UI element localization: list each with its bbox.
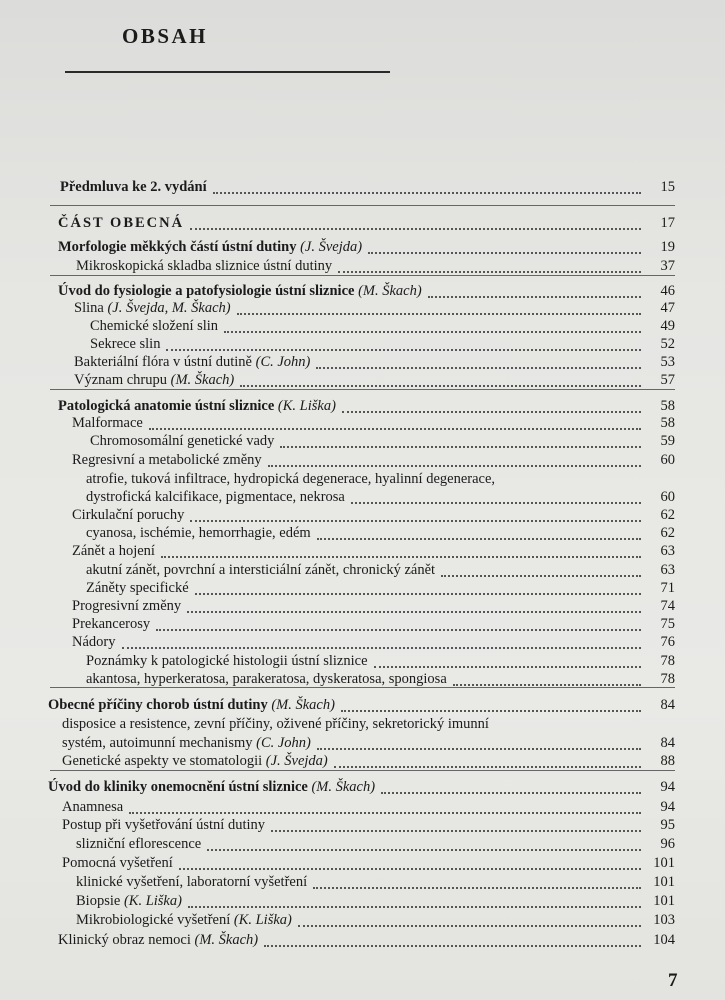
toc-entry-title (74, 298, 231, 318)
toc-entry-page: 84 (660, 697, 675, 713)
toc-entry (0, 431, 675, 451)
toc-entry-author: (K. Liška) (277, 398, 336, 414)
toc-entry-page: 62 (660, 507, 675, 523)
toc-entry (0, 930, 675, 950)
toc-entry (0, 413, 675, 433)
toc-entry-label: Regresivní a metabolické změny (72, 452, 262, 468)
dot-leader (129, 811, 641, 814)
toc-entry-page: 74 (660, 598, 675, 614)
toc-entry-page: 60 (660, 489, 675, 505)
dot-leader (187, 610, 641, 613)
toc-entry (0, 370, 675, 390)
toc-entry-page: 37 (660, 258, 675, 274)
toc-entry-label: Úvod do kliniky onemocnění ústní sliznice (48, 779, 308, 795)
toc-entry-label: Úvod do fysiologie a patofysiologie ústní sliznice (58, 283, 355, 299)
toc-entry-page: 15 (660, 179, 675, 195)
toc-entry-author: (C. John) (256, 735, 311, 751)
toc-entry-label: Malformace (72, 415, 143, 431)
toc-entry (0, 815, 675, 835)
dot-leader (341, 709, 641, 712)
toc-entry-page: 19 (660, 239, 675, 255)
toc-entry-page: 58 (660, 415, 675, 431)
toc-entry-author: (M. Škach) (271, 697, 335, 713)
toc-entry (0, 237, 675, 257)
toc-entry (0, 213, 675, 233)
toc-entry-label: Progresivní změny (72, 598, 182, 614)
toc-entry-page: 94 (660, 799, 675, 815)
dot-leader (280, 445, 641, 448)
toc-entry-author: (M. Škach) (170, 372, 235, 388)
toc-entry-page: 59 (660, 433, 675, 449)
toc-entry-page: 53 (660, 354, 675, 370)
toc-entry-page: 63 (660, 562, 675, 578)
toc-entry-label: Zánět a hojení (72, 543, 155, 559)
toc-entry-page: 17 (660, 215, 675, 231)
dot-leader (179, 867, 641, 870)
toc-entry-label: systém, autoimunní mechanismy (62, 735, 253, 751)
toc-entry-title (76, 834, 201, 854)
dot-leader (190, 227, 641, 230)
toc-entry-label: Slina (74, 300, 104, 316)
toc-entry (0, 714, 675, 734)
toc-entry-label: Biopsie (76, 893, 121, 909)
toc-entry (0, 632, 675, 652)
toc-entry (0, 505, 675, 525)
toc-entry-page: 104 (653, 932, 675, 948)
toc-entry-page: 49 (660, 318, 675, 334)
dot-leader (207, 848, 641, 851)
toc-entry-page: 52 (660, 336, 675, 352)
toc-entry-author: (J. Švejda) (300, 239, 363, 255)
toc-entry-page: 63 (660, 543, 675, 559)
toc-entry-label: Chemické složení slin (90, 318, 219, 334)
toc-entry-label: disposice a resistence, zevní příčiny, oživené příčiny, sekretorický imunní (62, 716, 489, 732)
toc-entry-label: cyanosa, ischémie, hemorrhagie, edém (86, 525, 311, 541)
dot-leader (271, 829, 641, 832)
toc-entry-label: Záněty specifické (86, 580, 189, 596)
toc-entry-label: Sekrece slin (90, 336, 161, 352)
dot-leader (213, 191, 641, 194)
toc-entry (0, 614, 675, 634)
toc-entry (0, 523, 675, 543)
toc-entry-label: klinické vyšetření, laboratorní vyšetření (76, 874, 308, 890)
toc-entry-title (90, 334, 160, 354)
toc-entry-label: dystrofická kalcifikace, pigmentace, nekrosa (86, 489, 345, 505)
toc-entry (0, 853, 675, 873)
toc-entry-label: Chromosomální genetické vady (90, 433, 275, 449)
dot-leader (161, 555, 641, 558)
toc-entry-label: Bakteriální flóra v ústní dutině (74, 354, 252, 370)
toc-entry-title (74, 370, 234, 390)
toc-entry-title (76, 910, 292, 930)
toc-entry (0, 695, 675, 715)
toc-entry-page: 75 (660, 616, 675, 632)
toc-entry-title (62, 815, 265, 835)
toc-entry-author: (M. Škach) (358, 283, 422, 299)
toc-entry-author: (K. Liška) (123, 893, 182, 909)
toc-entry-title (72, 632, 116, 652)
toc-entry-label: Předmluva ke 2. vydání (60, 179, 207, 195)
dot-leader (188, 905, 641, 908)
toc-entry-author: (M. Škach) (311, 779, 376, 795)
toc-entry-title (62, 733, 311, 753)
toc-entry-label: Pomocná vyšetření (62, 855, 173, 871)
dot-leader (264, 944, 641, 947)
toc-entry-page: 78 (660, 671, 675, 687)
toc-entry-label: Patologická anatomie ústní sliznice (58, 398, 275, 414)
dot-leader (149, 427, 641, 430)
dot-leader (240, 384, 641, 387)
toc-entry-title (58, 237, 362, 257)
toc-entry-title (72, 505, 184, 525)
toc-entry (0, 469, 675, 489)
toc-entry-page: 95 (660, 817, 675, 833)
toc-entry (0, 891, 675, 911)
toc-entry-label: Klinický obraz nemoci (58, 932, 191, 948)
dot-leader (453, 683, 641, 686)
toc-entry-author: (J. Švejda) (265, 753, 328, 769)
toc-entry (0, 797, 675, 817)
toc-entry-title (86, 651, 368, 671)
toc-entry-page: 76 (660, 634, 675, 650)
toc-entry-title (72, 596, 181, 616)
toc-entry-title (86, 469, 495, 489)
toc-entry-title (72, 450, 262, 470)
toc-entry-label: Anamnesa (62, 799, 124, 815)
toc-entry-page: 58 (660, 398, 675, 414)
toc-entry-author: (C. John) (255, 354, 311, 370)
toc-entry (0, 751, 675, 771)
toc-entry-title (86, 487, 345, 507)
toc-entry-page: 101 (653, 874, 675, 890)
dot-leader (501, 484, 641, 485)
toc-entry (0, 910, 675, 930)
toc-entry-title (58, 213, 184, 233)
toc-entry-label: Význam chrupu (74, 372, 168, 388)
toc-entry (0, 872, 675, 892)
toc-entry (0, 578, 675, 598)
toc-entry (0, 651, 675, 671)
dot-leader (317, 747, 641, 750)
toc-entry-label: Prekancerosy (72, 616, 151, 632)
dot-leader (317, 537, 641, 540)
toc-entry (0, 352, 675, 372)
toc-entry-title (76, 872, 307, 892)
toc-entry-label: Obecné příčiny chorob ústní dutiny (48, 697, 268, 713)
toc-entry-page: 71 (660, 580, 675, 596)
dot-leader (351, 501, 641, 504)
toc-entry (0, 669, 675, 689)
toc-entry-page: 84 (660, 735, 675, 751)
toc-entry-page: 101 (653, 855, 675, 871)
toc-entry-page: 57 (660, 372, 675, 388)
toc-entry-author: (J. Švejda, M. Škach) (107, 300, 231, 316)
toc-entry-page: 101 (653, 893, 675, 909)
toc-entry-label: Mikroskopická skladba sliznice ústní dutiny (76, 258, 333, 274)
toc-entry-title (60, 177, 207, 197)
toc-entry (0, 487, 675, 507)
toc-entry-page: 62 (660, 525, 675, 541)
toc-entry-label: Mikrobiologické vyšetření (76, 912, 231, 928)
toc-entry-author: (M. Škach) (194, 932, 259, 948)
toc-entry (0, 560, 675, 580)
toc-entry (0, 777, 675, 797)
toc-entry-title (86, 669, 447, 689)
toc-entry-label: Poznámky k patologické histologii ústní sliznice (86, 653, 368, 669)
toc-entry (0, 450, 675, 470)
toc-entry-page: 96 (660, 836, 675, 852)
dot-leader (316, 366, 641, 369)
toc-entry-page: 88 (660, 753, 675, 769)
section-divider (50, 389, 675, 390)
dot-leader (368, 251, 641, 254)
toc-entry-title (72, 541, 155, 561)
toc-entry-title (72, 413, 143, 433)
toc-entry-label: atrofie, tuková infiltrace, hydropická degenerace, hyalinní degenerace, (86, 471, 496, 487)
toc-entry-page: 78 (660, 653, 675, 669)
section-divider (50, 205, 675, 206)
toc-entry-label: Cirkulační poruchy (72, 507, 185, 523)
toc-entry-page: 103 (653, 912, 675, 928)
toc-entry-label: Postup při vyšetřování ústní dutiny (62, 817, 265, 833)
toc-entry-title (74, 352, 310, 372)
toc-entry-page: 94 (660, 779, 675, 795)
toc-entry (0, 316, 675, 336)
dot-leader (334, 765, 641, 768)
dot-leader (224, 330, 641, 333)
toc-entry-title (86, 523, 311, 543)
dot-leader (313, 886, 641, 889)
toc-entry-title (48, 777, 375, 797)
toc-entry-label: Nádory (72, 634, 116, 650)
dot-leader (338, 270, 641, 273)
toc-entry-title (86, 560, 435, 580)
toc-entry-title (90, 431, 274, 451)
toc-entry (0, 256, 675, 276)
dot-leader (268, 464, 641, 467)
toc-entry-label: akantosa, hyperkeratosa, parakeratosa, dyskeratosa, spongiosa (86, 671, 447, 687)
toc-entry-title (76, 891, 182, 911)
toc-entry-title (62, 853, 173, 873)
dot-leader (374, 665, 641, 668)
toc-entry-author: (K. Liška) (233, 912, 292, 928)
toc-entry-label: Genetické aspekty ve stomatologii (62, 753, 263, 769)
section-divider (50, 275, 675, 276)
page-number: 7 (668, 970, 678, 991)
toc-entry-label: akutní zánět, povrchní a intersticiální zánět, chronický zánět (86, 562, 436, 578)
toc-entry (0, 298, 675, 318)
dot-leader (237, 312, 641, 315)
toc-entry-label: ČÁST OBECNÁ (58, 215, 185, 231)
dot-leader (381, 791, 641, 794)
toc-entry (0, 733, 675, 753)
toc-entry-label: slizniční eflorescence (76, 836, 202, 852)
toc-entry (0, 177, 675, 197)
dot-leader (441, 574, 641, 577)
dot-leader (195, 592, 641, 595)
dot-leader (122, 646, 642, 649)
toc-entry-page: 46 (660, 283, 675, 299)
toc-entry-title (48, 695, 335, 715)
toc-entry-page: 60 (660, 452, 675, 468)
dot-leader (166, 348, 641, 351)
toc-entry-title (86, 578, 189, 598)
toc-entry (0, 541, 675, 561)
dot-leader (298, 924, 641, 927)
toc-entry-title (62, 714, 489, 734)
toc-entry-title (62, 751, 328, 771)
dot-leader (495, 729, 641, 730)
toc-entry-title (76, 256, 332, 276)
toc-entry-label: Morfologie měkkých částí ústní dutiny (58, 239, 297, 255)
toc-entry (0, 596, 675, 616)
section-divider (50, 770, 675, 771)
toc-entry-title (90, 316, 218, 336)
toc-entry-page: 47 (660, 300, 675, 316)
toc-entry-title (62, 797, 123, 817)
toc-entry-title (72, 614, 150, 634)
toc-entry-title (58, 930, 258, 950)
section-divider (50, 687, 675, 688)
page-title: OBSAH (122, 24, 209, 48)
toc-entry (0, 834, 675, 854)
dot-leader (156, 628, 641, 631)
toc-entry (0, 334, 675, 354)
dot-leader (190, 519, 641, 522)
